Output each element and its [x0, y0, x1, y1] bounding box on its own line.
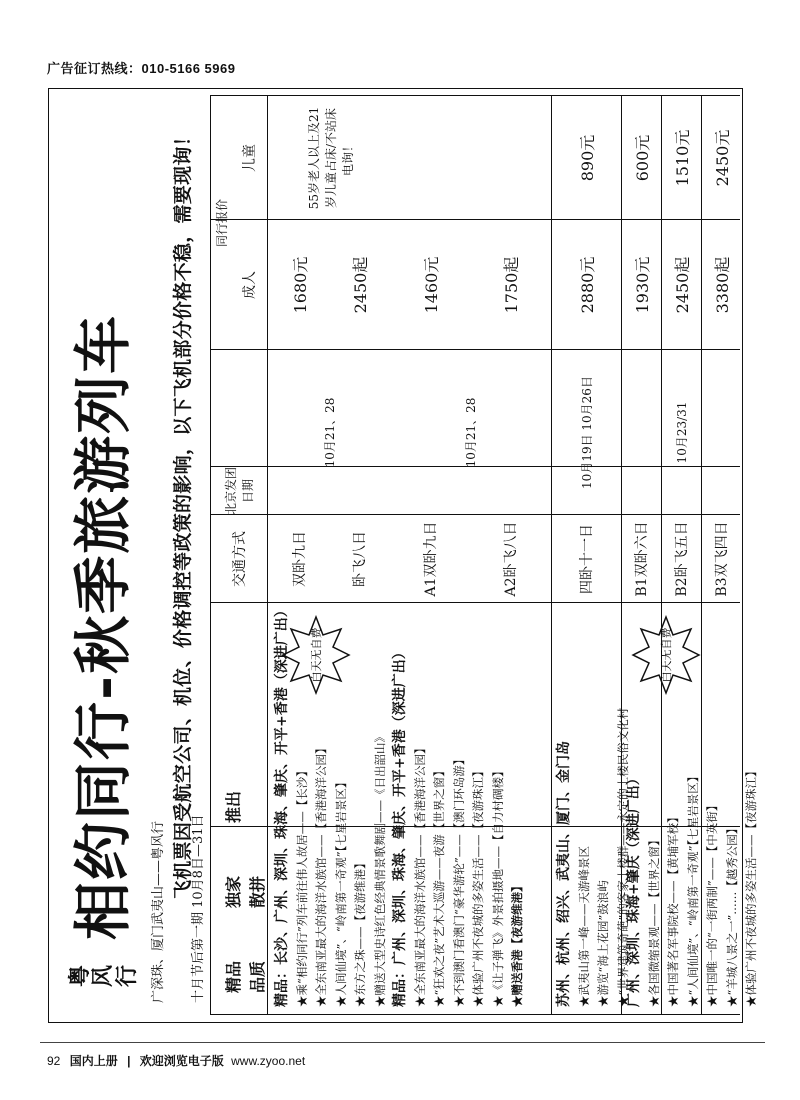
- logo-char: 行: [113, 965, 140, 988]
- header-child: 儿童: [242, 144, 258, 172]
- stamp-text: 白天无自费: [660, 627, 673, 683]
- no-self-pay-stamp: [631, 615, 701, 695]
- child-price-note: 55岁老人以上及21岁儿童占床/不站床电询！: [306, 106, 355, 210]
- route-item: ★东方之珠——【夜游维港】: [353, 857, 367, 1007]
- ad-title: 相约同行-秋季旅游列车: [69, 313, 137, 940]
- header-dates: 北京发团日期: [224, 466, 255, 515]
- header-peer-price: 同行报价: [214, 199, 229, 248]
- header-adult: 成人: [242, 271, 258, 299]
- route-item: ★《让子弹飞》外景拍摄地——【自力村碉楼】: [490, 765, 505, 1007]
- route-item: ★“世界建筑奇葩”的客家土楼群——永定的土楼民俗文化村: [615, 707, 630, 1007]
- row-adult-price: 1460元: [421, 256, 441, 314]
- route-item: ★武夷山第一峰——天游峰景区: [576, 846, 591, 1007]
- row-adult-price: 1930元: [632, 256, 652, 314]
- brand-logo: [60, 937, 148, 1015]
- logo-char: 粤: [67, 965, 94, 988]
- row-transport: 四卧十一日: [579, 524, 595, 594]
- price-notice: 飞机票因受航空公司、机位、价格调控等政策的影响，以下飞机部分价格不稳，需要现询！: [172, 126, 194, 899]
- route-block: [391, 645, 528, 1007]
- logo-char: 风: [90, 965, 117, 988]
- route-title: 广州、深圳、珠海+肇庆（深进广出）: [626, 771, 642, 1007]
- row-child-price: 890元: [577, 134, 597, 182]
- route-item: ★体验广州不夜城的多姿生活——【夜游珠江】: [744, 765, 758, 1007]
- row-adult-price: 2450起: [672, 256, 692, 314]
- category-label: 品质: [248, 961, 267, 994]
- price-table: [210, 95, 758, 1015]
- page-number: 92: [47, 1054, 61, 1068]
- route-item: ★人间仙境”、“岭南第一奇观”【七星岩景区】: [333, 776, 348, 1007]
- row-adult-price: 1750起: [501, 256, 521, 314]
- route-item: ★中国唯一的“一街两制”——【中英街】: [705, 799, 719, 1007]
- route-item: ★赠送大型史诗红色经典情景歌舞剧——《日出韶山》: [372, 731, 387, 1007]
- route-block: [625, 766, 762, 1008]
- route-item: ★游览“海上花园”鼓浪屿: [596, 880, 610, 1007]
- row-dates: 10月21、28: [322, 397, 337, 468]
- footer-promo: 欢迎浏览电子版: [139, 1054, 224, 1068]
- footer-section: 国内上册: [69, 1054, 118, 1068]
- route-item: ★“羊城八景之一”……【越秀公园】: [724, 822, 739, 1007]
- category-label: 独家: [224, 876, 243, 909]
- category-label: 散拼: [248, 876, 267, 909]
- row-adult-price: 3380起: [712, 256, 732, 314]
- row-transport: B2卧飞五日: [674, 521, 690, 597]
- route-item: ★乘“相约同行”列车前往伟人故居——【长沙】: [294, 765, 309, 1007]
- row-child-price: 2450元: [712, 129, 732, 187]
- row-dates: 10月23/31: [674, 401, 689, 464]
- row-child-price: 600元: [632, 134, 652, 182]
- category-label: 推出: [224, 791, 243, 824]
- route-item: ★中国著名军事院校——【黄埔军校】: [666, 811, 680, 1007]
- footer-separator: |: [127, 1054, 131, 1068]
- category-label: 精品: [224, 961, 243, 994]
- row-adult-price: 1680元: [290, 256, 310, 314]
- row-adult-price: 2880元: [577, 256, 597, 314]
- row-transport: B3双飞四日: [714, 521, 730, 597]
- page-footer: [47, 1052, 305, 1069]
- header-transport: 交通方式: [232, 531, 248, 587]
- row-dates: 10月19日 10月26日: [579, 376, 594, 489]
- route-item: ★体验广州不夜城的多姿生活——【夜游珠江】: [471, 765, 485, 1007]
- brand-line: 广深珠、厦门武夷山——粤风行: [151, 820, 166, 1003]
- route-title: 精品：长沙、广州、深圳、珠海、肇庆、开平+香港（深进广出）: [274, 603, 290, 1007]
- footer-url[interactable]: www.zyoo.net: [231, 1054, 306, 1068]
- route-item: ★“狂欢之夜”艺术大巡游——夜游【世界之窗】: [432, 765, 446, 1007]
- route-item: ★全东南亚最大的海洋水族馆——【香港海洋公园】: [412, 742, 427, 1007]
- route-item: ★“人间仙境”、“岭南第一奇观”【七星岩景区】: [685, 770, 700, 1007]
- row-transport: A1双卧九日: [423, 521, 439, 597]
- route-item: ★全东南亚最大的海洋水族馆——【香港海洋公园】: [314, 742, 328, 1007]
- row-adult-price: 2450起: [350, 256, 370, 314]
- route-title: 精品：广州、深圳、珠海、肇庆、开平+香港（深进广出）: [392, 645, 408, 1007]
- route-block: [555, 708, 633, 1007]
- route-title: 苏州、杭州、绍兴、武夷山、厦门、金门岛: [556, 741, 572, 1007]
- title-band: [60, 95, 148, 1015]
- subtitle-band: [148, 95, 210, 1015]
- route-item: ★不到澳门看澳门“豪华游轮”——【澳门环岛游】: [451, 753, 466, 1007]
- row-transport: B1双卧六日: [634, 521, 650, 597]
- row-child-price: 1510元: [672, 129, 692, 187]
- rotated-ad-sheet: [60, 95, 758, 1015]
- route-item: ★各国微缩景观——【世界之窗】: [646, 834, 661, 1007]
- no-self-pay-stamp: [281, 615, 351, 695]
- row-transport: 双卧九日: [292, 531, 308, 587]
- footer-rule: [40, 1042, 765, 1043]
- row-transport: A2卧飞八日: [503, 521, 519, 597]
- ad-hotline-header: 广告征订热线：010-5166 5969: [47, 61, 236, 76]
- period-line: 十月节后第一期 10月8日—31日: [191, 814, 206, 1003]
- route-item: ★赠送香港【夜游维港】: [510, 880, 524, 1007]
- stamp-text: 白天无自费: [310, 627, 323, 683]
- row-dates: 10月21、28: [463, 397, 478, 468]
- row-transport: 卧飞八日: [352, 531, 368, 587]
